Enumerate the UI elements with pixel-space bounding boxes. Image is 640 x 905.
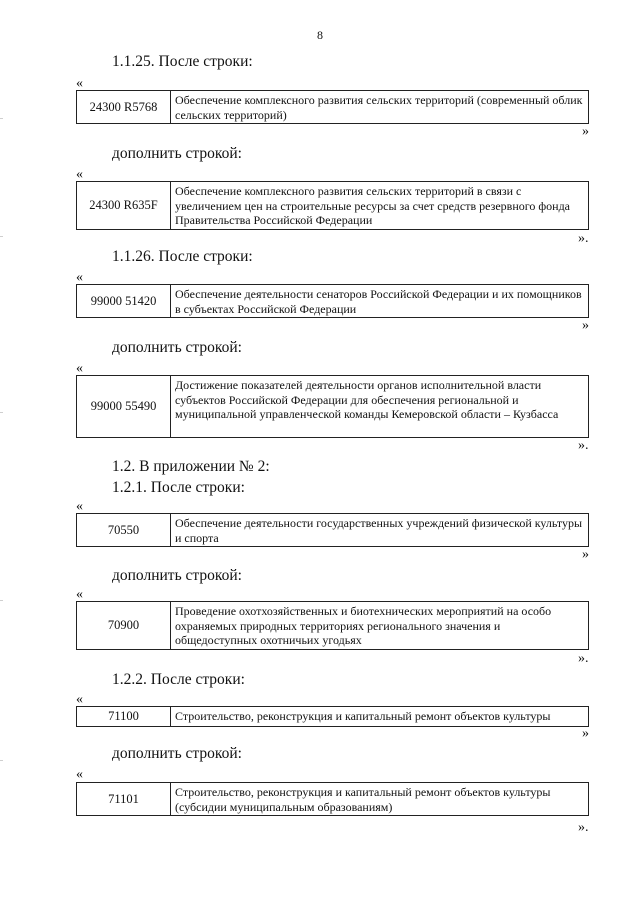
close-quote: » <box>582 124 589 139</box>
close-quote: » <box>582 318 589 333</box>
row-description: Строительство, реконструкция и капитальный ремонт объектов культуры <box>171 706 589 726</box>
table-row-before-1-2-1 <box>76 513 589 547</box>
section-heading-1-2-2: 1.2.2. После строки: <box>112 671 245 688</box>
row-code: 71100 <box>77 706 171 726</box>
add-row-label: дополнить строкой: <box>112 567 242 584</box>
section-heading-1-1-26: 1.1.26. После строки: <box>112 248 253 265</box>
add-row-label: дополнить строкой: <box>112 745 242 762</box>
section-heading-1-2: 1.2. В приложении № 2: <box>112 458 270 475</box>
open-quote: « <box>76 587 83 602</box>
open-quote: « <box>76 692 83 707</box>
table-row-before-1-2-2 <box>76 706 589 727</box>
row-description: Обеспечение деятельности государственных учреждений физической культуры и спорта <box>171 513 589 546</box>
open-quote: « <box>76 361 83 376</box>
row-code: 70900 <box>77 601 171 649</box>
row-description: Строительство, реконструкция и капитальный ремонт объектов культуры (субсидии муниципальным образованиям) <box>171 782 589 815</box>
close-quote-period: ». <box>578 651 589 666</box>
page-number: 8 <box>317 28 323 42</box>
scan-mark <box>0 236 3 237</box>
open-quote: « <box>76 270 83 285</box>
section-heading-1-2-1: 1.2.1. После строки: <box>112 479 245 496</box>
section-heading-1-1-25: 1.1.25. После строки: <box>112 53 253 70</box>
add-row-label: дополнить строкой: <box>112 339 242 356</box>
table-row-after-1-2-1 <box>76 601 589 650</box>
open-quote: « <box>76 167 83 182</box>
row-code: 24300 R5768 <box>77 90 171 123</box>
row-description: Обеспечение комплексного развития сельских территорий (современный облик сельских территорий) <box>171 90 589 123</box>
scan-mark <box>0 118 3 119</box>
close-quote: » <box>582 726 589 741</box>
add-row-label: дополнить строкой: <box>112 145 242 162</box>
row-code: 70550 <box>77 513 171 546</box>
row-description: Достижение показателей деятельности органов исполнительной власти субъектов Российской Федерации для обеспечения региональной и муниципальной управленческой команды Кемеровской области – Кузбасса <box>171 375 589 437</box>
table-row-before-1-1-26 <box>76 284 589 318</box>
open-quote: « <box>76 499 83 514</box>
row-description: Обеспечение деятельности сенаторов Российской Федерации и их помощников в субъектах Российской Федерации <box>171 284 589 317</box>
table-row-before-1-1-25 <box>76 90 589 124</box>
table-row-after-1-1-26 <box>76 375 589 438</box>
scan-mark <box>0 760 3 761</box>
scan-mark <box>0 412 3 413</box>
row-description: Обеспечение комплексного развития сельских территорий в связи с увеличением цен на строительные ресурсы за счет средств резервного фонда Правительства Российской Федерации <box>171 181 589 229</box>
close-quote-period: ». <box>578 820 589 835</box>
open-quote: « <box>76 76 83 91</box>
row-code: 99000 55490 <box>77 375 171 437</box>
close-quote-period: ». <box>578 438 589 453</box>
close-quote: » <box>582 547 589 562</box>
row-description: Проведение охотхозяйственных и биотехнических мероприятий на особо охраняемых природных территориях регионального значения и общедоступных охотничьих угодьях <box>171 601 589 649</box>
table-row-after-1-2-2 <box>76 782 589 816</box>
close-quote-period: ». <box>578 231 589 246</box>
scan-mark <box>0 600 3 601</box>
open-quote: « <box>76 767 83 782</box>
row-code: 71101 <box>77 782 171 815</box>
table-row-after-1-1-25 <box>76 181 589 230</box>
row-code: 99000 51420 <box>77 284 171 317</box>
row-code: 24300 R635F <box>77 181 171 229</box>
